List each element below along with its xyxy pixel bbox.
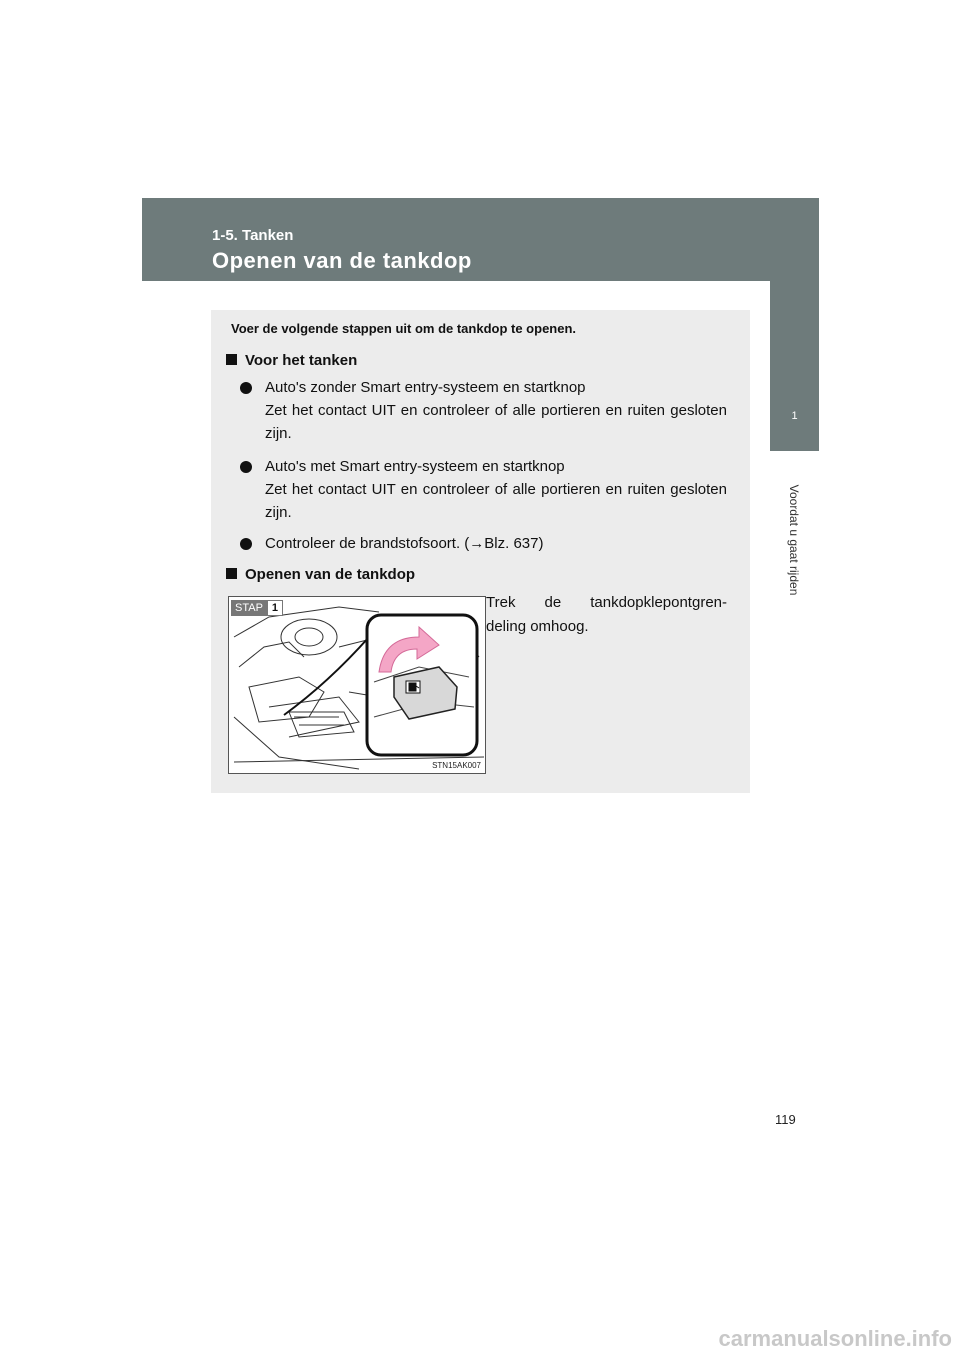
header-band: [142, 198, 819, 281]
step-number: 1: [267, 600, 283, 616]
instruction-line-2: deling omhoog.: [486, 618, 589, 635]
bullet-item: [240, 455, 727, 525]
car-interior-drawing: [229, 597, 485, 773]
round-bullet-icon: [240, 538, 252, 550]
bullet-body: Zet het contact UIT en controleer of alle portieren en ruiten gesloten zijn.: [265, 481, 727, 521]
bullet-item: [240, 532, 727, 556]
heading-openen-van-de-tankdop: Openen van de tankdop: [226, 566, 415, 583]
bullet-item: [240, 376, 727, 446]
square-bullet-icon: [226, 354, 237, 365]
bullet-title: Auto's met Smart entry-systeem en startknop: [265, 458, 565, 475]
content-box: [211, 310, 750, 793]
chapter-label: Voordat u gaat rijden: [787, 484, 801, 596]
intro-text: Voer de volgende stappen uit om de tankdop te openen.: [231, 321, 577, 336]
page-title: Openen van de tankdop: [212, 248, 472, 273]
page-number: 119: [775, 1112, 796, 1127]
heading-voor-het-tanken: Voor het tanken: [226, 352, 357, 369]
step-badge: [231, 600, 283, 616]
side-tab-band: [770, 198, 819, 381]
square-bullet-icon: [226, 568, 237, 579]
step-label: STAP: [231, 600, 267, 616]
round-bullet-icon: [240, 461, 252, 473]
bullet-title: Controleer de brandstofsoort. (→Blz. 637): [265, 535, 544, 552]
figure-code: STN15AK007: [432, 761, 481, 770]
instruction-line-1: Trek de tankdopklepontgren-: [486, 594, 727, 611]
round-bullet-icon: [240, 382, 252, 394]
fuel-door-opener-illustration: [228, 596, 486, 774]
chapter-tab: 1: [770, 381, 819, 451]
step-instruction: [486, 591, 727, 639]
bullet-body: Zet het contact UIT en controleer of alle portieren en ruiten gesloten zijn.: [265, 402, 727, 442]
section-label: 1-5. Tanken: [212, 227, 294, 244]
watermark: carmanualsonline.info: [718, 1326, 952, 1351]
bullet-title: Auto's zonder Smart entry-systeem en startknop: [265, 379, 586, 396]
